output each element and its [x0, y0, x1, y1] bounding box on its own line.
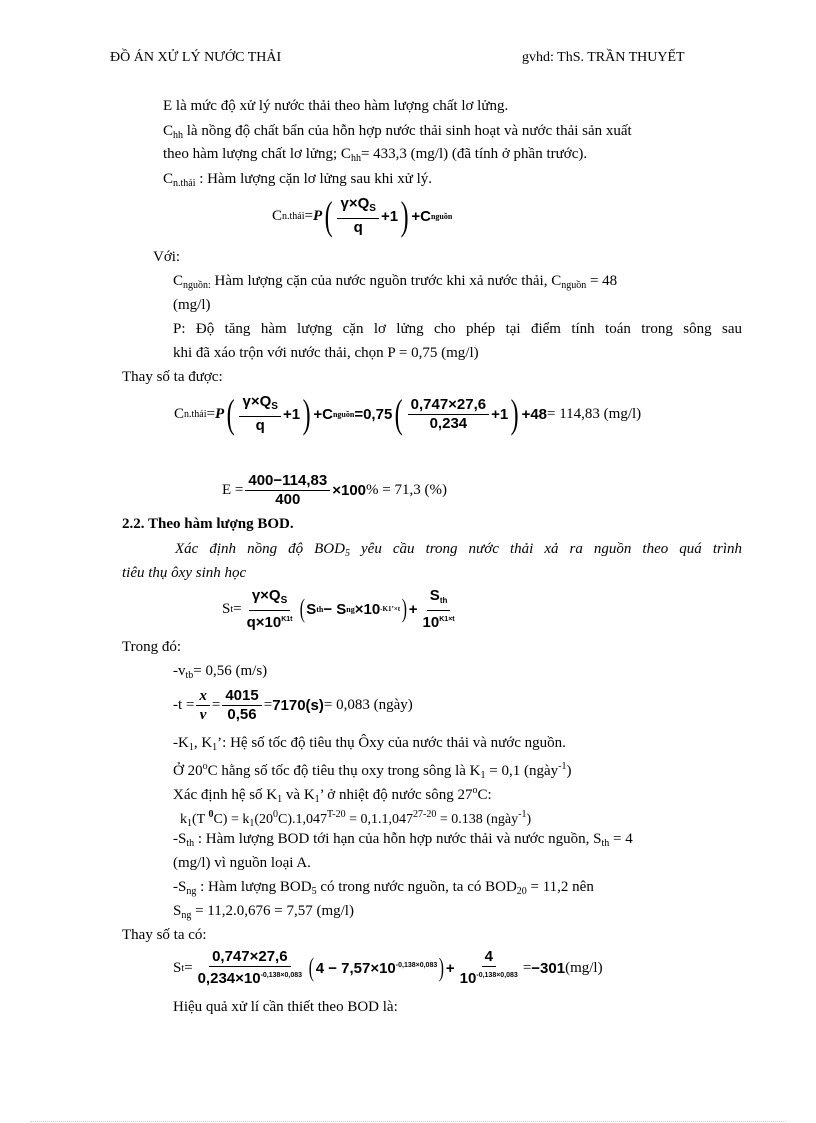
left-paren-icon: (: [324, 193, 333, 238]
line-sth-definition: $-S_{th}$ : Hàm lượng BOD tới hạn của hỗn hợp nước thải và nước nguồn, $S_{th} = 4$: [173, 831, 633, 849]
fraction-gamma-qs-over-q10: $\frac{\gamma\times Q_S}{q\times 10^{K1t}}$: [246, 586, 293, 631]
line-determine-k1: Xác định hệ số $K_1$ và $K_1$’ ở nhiệt độ nước sông 27$^o$C:: [173, 785, 492, 805]
equation-st-substituted: S t = $\frac{0,747\times 27,6}{0,234\times 10^{-0,138\times 0,083}}$ ( $4 - 7,57\times 10^{-0,138\times 0,083}$ ) + $\frac{4}{10^{-0,138\times 0,083}}$ = −301 (mg/l): [173, 948, 603, 987]
fraction-gamma-qs-over-q: $\frac{\gamma\times Q_S}{q}$: [337, 196, 378, 236]
fraction-sth-over-10: $\frac{S_{th}}{10^{K1\times t}}$: [422, 586, 455, 631]
fraction-st-second-term: $\frac{4}{10^{-0,138\times 0,083}}$: [459, 948, 518, 987]
fraction-st-first-term: $\frac{0,747\times 27,6}{0,234\times 10^{-0,138\times 0,083}}$: [197, 948, 303, 987]
fraction-x-over-v: $\frac{x}{v}$: [196, 688, 210, 723]
paragraph-cnguon-line1: $C_{nguồn:}$ Hàm lượng cặn của nước nguồn trước khi xả nước thải, $C_{nguồn} = 48$: [173, 273, 618, 291]
header-title: ĐỒ ÁN XỬ LÝ NƯỚC THẢI: [110, 50, 282, 65]
line-20c-rate: Ở 20$^o$C hằng số tốc độ tiêu thụ oxy trong sông là $K_1 = 0,1$ (ngày$^{-1}$): [173, 761, 572, 781]
line-sth-continuation: (mg/l) vì nguồn loại A.: [173, 855, 311, 871]
label-thay-so-1: Thay số ta được:: [122, 369, 223, 385]
equation-cnthai-formula: C n.thải = P ( $\frac{\gamma\times Q_S}{q}$ +1 ) +C nguồn: [272, 193, 453, 238]
paragraph-p-line2: khi đã xáo trộn với nước thải, chọn P = 0,75 (mg/l): [173, 345, 479, 361]
equation-efficiency-e: E = $\frac{400-114,83}{400}$ ×100 % = 71,3 (%): [222, 471, 447, 508]
paragraph-p-line1: P: Độ tăng hàm lượng cặn lơ lửng cho phép tại điểm tính toán trong sông sau: [173, 321, 742, 337]
left-paren-icon: (: [226, 391, 235, 436]
header-advisor: gvhd: ThS. TRẦN THUYẾT: [522, 50, 685, 65]
paragraph-cnguon-line2: (mg/l): [173, 297, 211, 313]
line-k1-temperature-formula: $k_1(T$ $^0C) = k_1(20^0C).1,047^{T-20} = 0,1.1,047^{27-20} = 0.138$ (ngày$^{-1}$): [180, 809, 532, 829]
fraction-efficiency: $\frac{400-114,83}{400}$: [245, 473, 330, 508]
paragraph-e-definition: E là mức độ xử lý nước thải theo hàm lượng chất lơ lửng.: [163, 98, 509, 114]
line-k1-definition: $-K_1$, $K_1$’: Hệ số tốc độ tiêu thụ Ôxy của nước thải và nước nguồn.: [173, 735, 566, 753]
right-paren-icon: ): [510, 391, 519, 436]
right-paren-icon: ): [401, 594, 408, 623]
line-vtb: $-v_{tb}= 0,56$ (m/s): [173, 663, 268, 681]
paragraph-chh-line1: $C_{hh}$ là nồng độ chất bẩn của hỗn hợp nước thải sinh hoạt và nước thải sản xuất: [163, 123, 632, 141]
fraction-4015-over-056: $\frac{4015}{0,56}$: [222, 688, 261, 723]
right-paren-icon: ): [302, 391, 311, 436]
right-paren-icon: ): [400, 193, 409, 238]
left-paren-icon: (: [308, 953, 314, 982]
paragraph-bod-italic-line1: Xác định nồng độ $BOD_5$ yêu cầu trong nước thải xả ra nguồn theo quá trình: [175, 541, 743, 559]
label-trong-do: Trong đó:: [122, 639, 182, 655]
line-sng-value: $S_{ng} = 11,2.0,676 = 7,57$ (mg/l): [173, 903, 354, 921]
paragraph-chh-line2: theo hàm lượng chất lơ lửng; $C_{hh}= 433,3$ (mg/l) (đã tính ở phần trước).: [163, 146, 588, 164]
fraction-numeric: $\frac{0,747\times 27,6}{0,234}$: [408, 397, 490, 432]
equation-st-formula: S t = $\frac{\gamma\times Q_S}{q\times 10^{K1t}}$ ( S th − S ng ×10 -K 1 ’×t ) + $\frac{S_{th}}{10^{K1\times t}}$: [222, 586, 460, 632]
label-voi: Với:: [153, 249, 181, 265]
equation-cnthai-substituted: C n.thải = P ( $\frac{\gamma\times Q_S}{q}$ +1 ) +C nguồn =0,75 ( $\frac{0,747\times 27,6}{0,234}$ +1 ) +48 = 114,83 (mg/l): [174, 391, 642, 436]
paragraph-bod-italic-line2: tiêu thụ ôxy sinh học: [122, 565, 247, 581]
line-sng-definition: $-S_{ng}$ : Hàm lượng $BOD_5$ có trong nước nguồn, ta có $BOD_{20} = 11,2$ nên: [173, 879, 594, 897]
fraction-gamma-qs-over-q: $\frac{\gamma\times Q_S}{q}$: [239, 394, 280, 434]
page-bottom-divider: [30, 1121, 786, 1122]
right-paren-icon: ): [438, 953, 445, 982]
label-thay-so-2: Thay số ta có:: [122, 927, 207, 943]
left-paren-icon: (: [394, 391, 403, 436]
line-bod-efficiency: Hiệu quả xử lí cần thiết theo BOD là:: [173, 999, 398, 1015]
equation-time-t: -t = $\frac{x}{v}$ = $\frac{4015}{0,56}$ = 7170(s) = 0,083 (ngày): [173, 686, 413, 723]
paragraph-cnthai: $C_{n.thải}$ : Hàm lượng cặn lơ lửng sau khi xử lý.: [163, 171, 432, 189]
left-paren-icon: (: [299, 594, 305, 623]
section-heading-bod: 2.2. Theo hàm lượng BOD.: [122, 516, 294, 532]
